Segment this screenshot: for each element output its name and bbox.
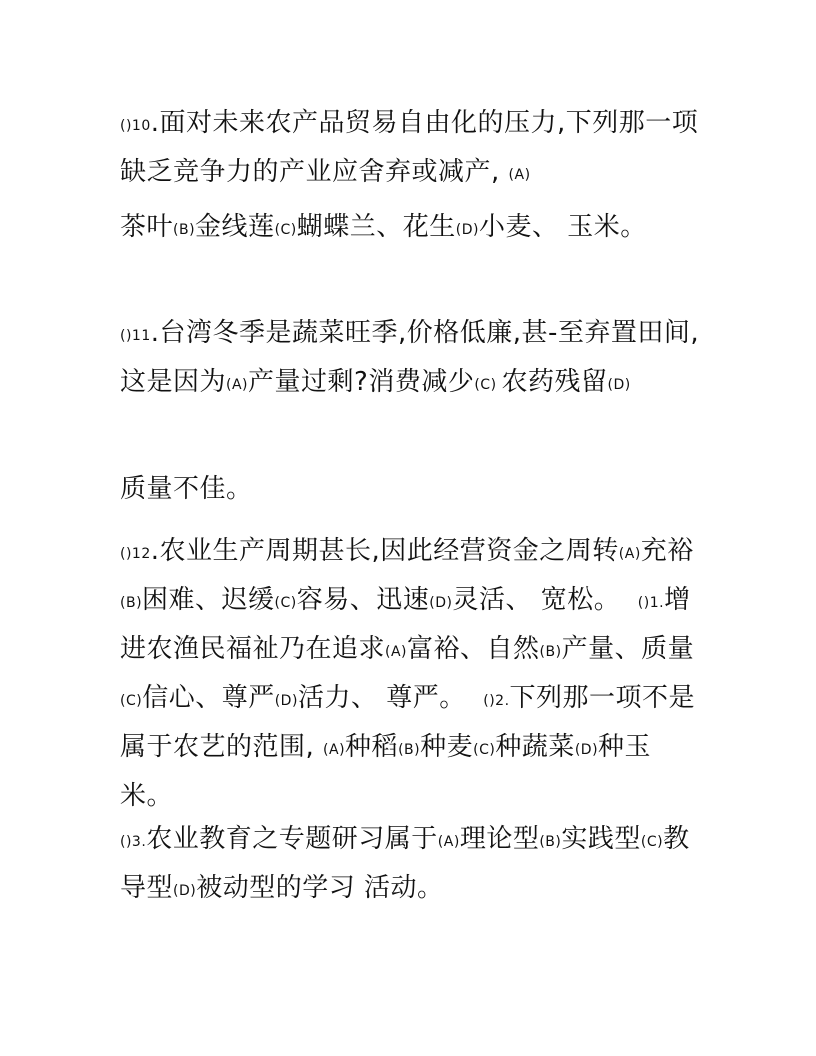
option-marker: (D): [429, 595, 453, 611]
text-run: 种蔬菜: [495, 732, 575, 762]
option-marker: (D): [455, 222, 479, 238]
text-run: 质量不佳。: [120, 474, 253, 504]
text-run: 农药残留: [501, 367, 608, 397]
paragraph-q12: [120, 528, 700, 819]
option-marker: (D): [274, 693, 298, 709]
option-marker: (B): [539, 834, 562, 850]
option-marker: (B): [173, 222, 196, 238]
text-run: 产量、质量: [561, 634, 695, 664]
text-run: .面对未来农产品贸易自由化的压力,下列那一项缺乏竞争力的产业应舍弃或减产,: [120, 108, 699, 187]
paragraph-q10-line1: [120, 100, 700, 198]
paragraph-q3: [120, 816, 700, 914]
text-run: .台湾冬季是蔬菜旺季,价格低廉,甚-至弃置田间,这是因为: [120, 318, 700, 397]
text-run: 灵活、 宽松。: [452, 585, 638, 615]
option-marker: (A): [385, 644, 408, 660]
option-marker: ()3.: [120, 834, 147, 850]
text-run: 充裕: [640, 536, 694, 566]
option-marker: (A): [437, 834, 460, 850]
option-marker: ()12: [120, 546, 151, 562]
text-run: 活力、 尊严。: [297, 683, 484, 713]
option-marker: (B): [120, 595, 143, 611]
text-run: 产量过剩?消费减少: [248, 367, 475, 397]
paragraph-q10-line2: [120, 204, 700, 253]
option-marker: ()10: [120, 118, 151, 134]
option-marker: ()2.: [483, 693, 510, 709]
text-run: 信心、尊严: [142, 683, 275, 713]
text-run: 被动型的学习 活动。: [196, 873, 444, 903]
text-run: 理论型: [459, 824, 540, 854]
text-run: 容易、迅速: [296, 585, 430, 615]
option-marker: (B): [398, 742, 421, 758]
option-marker: (D): [574, 742, 599, 758]
text-run: .农业生产周期甚长,因此经营资金之周转: [150, 536, 619, 566]
option-marker: (C): [640, 834, 664, 850]
text-run: 困难、迟缓: [142, 585, 275, 615]
text-run: 增进农渔民福祉乃在追求: [120, 585, 691, 664]
option-marker: (D): [173, 883, 197, 899]
text-run: 种玉米。: [120, 732, 652, 811]
text-run: 金线莲: [195, 212, 275, 242]
option-marker: ()1.: [637, 595, 665, 611]
option-marker: (B): [539, 644, 562, 660]
text-run: 蝴蝶兰、花生: [296, 212, 456, 242]
option-marker: (C): [120, 693, 143, 709]
text-run: 茶叶: [120, 212, 174, 242]
text-run: 下列那一项不是属于农艺的范围,: [120, 683, 696, 762]
text-run: 实践型: [561, 824, 641, 854]
option-marker: (C): [474, 377, 502, 393]
text-run: 富裕、自然: [407, 634, 540, 664]
text-run: 农业教育之专题研习属于: [146, 824, 438, 854]
text-run: 种麦: [420, 732, 474, 762]
option-marker: (D): [607, 377, 631, 393]
text-run: 小麦、 玉米。: [479, 212, 647, 242]
paragraph-q11-line2: [120, 466, 700, 512]
paragraph-q11: [120, 310, 700, 408]
option-marker: ()11: [120, 328, 151, 344]
option-marker: (C): [274, 595, 297, 611]
option-marker: (A): [618, 546, 641, 562]
text-run: 教导型: [120, 824, 690, 903]
option-marker: (A): [508, 167, 531, 183]
option-marker: (A): [226, 377, 249, 393]
option-marker: (A): [323, 742, 346, 758]
option-marker: (C): [274, 222, 297, 238]
option-marker: (C): [473, 742, 496, 758]
text-run: 种稻: [345, 732, 399, 762]
